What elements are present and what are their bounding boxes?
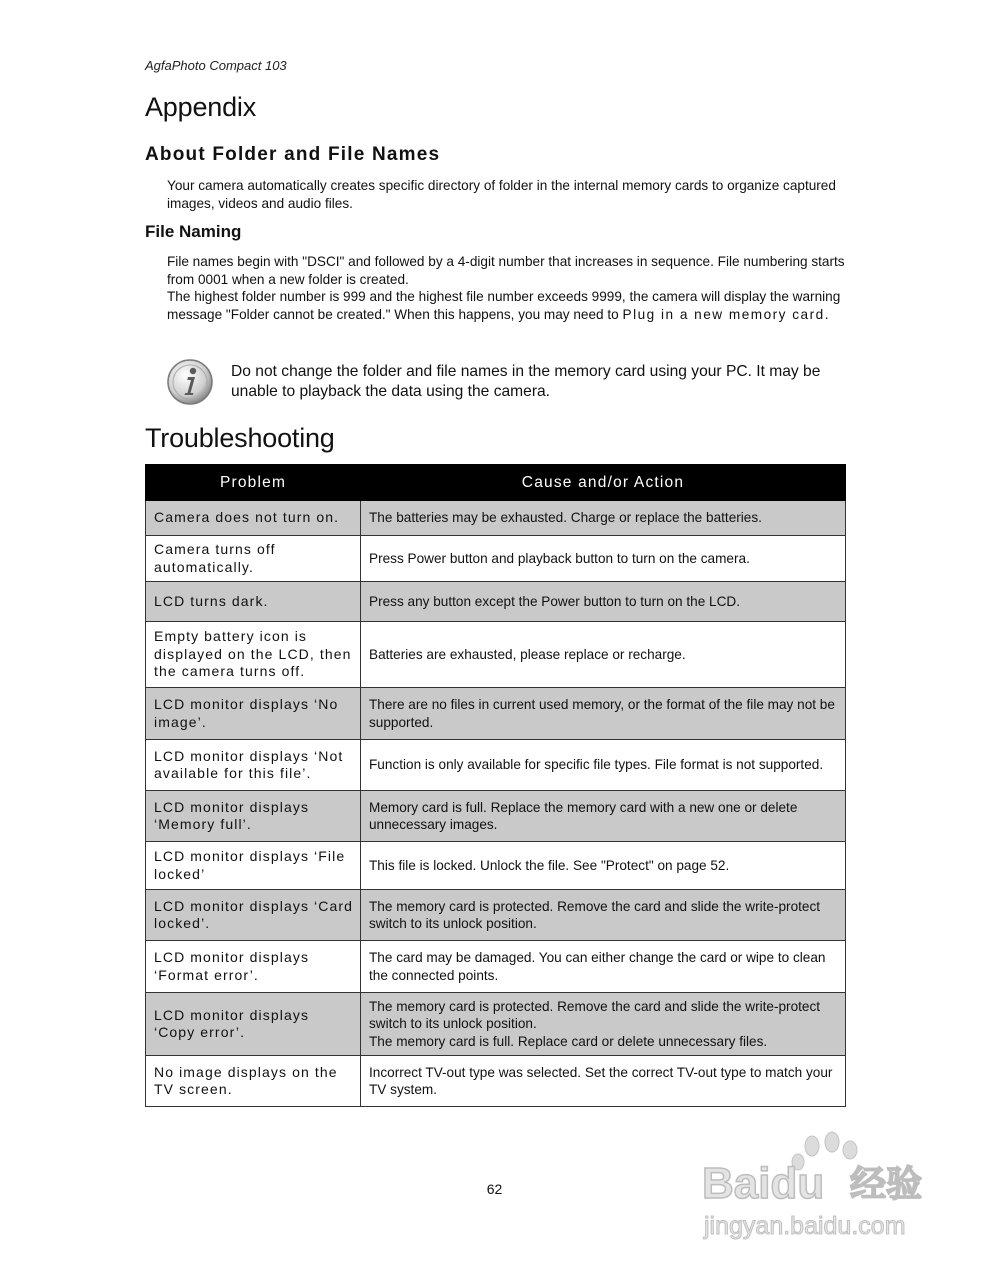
file-naming-line-2-tail: Plug in a new memory card. xyxy=(622,306,830,322)
action-cell xyxy=(361,993,846,1056)
table-row xyxy=(146,501,846,536)
problem-cell: LCD monitor displays ‘Not available for this file’. xyxy=(146,740,361,791)
problem-cell: LCD monitor displays ‘No image’. xyxy=(146,688,361,740)
problem-cell: LCD monitor displays ‘Memory full’. xyxy=(146,791,361,842)
problem-cell: LCD monitor displays ‘Format error’. xyxy=(146,941,361,993)
watermark-cn: 经验 xyxy=(850,1164,923,1205)
table-row xyxy=(146,582,846,622)
section-title-folder-names: About Folder and File Names xyxy=(145,144,441,165)
appendix-title: Appendix xyxy=(145,92,256,122)
action-line: The memory card is protected. Remove the card and slide the write-protect switch to its unlock position. xyxy=(369,998,821,1032)
table-row xyxy=(146,842,846,890)
file-naming-line-2 xyxy=(167,288,852,323)
action-cell: The memory card is protected. Remove the card and slide the write-protect switch to its unlock position. xyxy=(361,890,846,941)
table-row xyxy=(146,536,846,582)
section-paragraph: Your camera automatically creates specific directory of folder in the internal memory cards to organize captured images, videos and audio files. xyxy=(167,178,836,211)
action-cell: The batteries may be exhausted. Charge or replace the batteries. xyxy=(361,501,846,536)
table-row xyxy=(146,890,846,941)
watermark-url: jingyan.baidu.com xyxy=(704,1212,906,1240)
troubleshooting-title: Troubleshooting xyxy=(145,423,335,453)
table-row xyxy=(146,993,846,1056)
table-row xyxy=(146,1056,846,1107)
problem-cell: Empty battery icon is displayed on the LCD, then the camera turns off. xyxy=(146,622,361,688)
file-naming-line-1: File names begin with "DSCI" and followed by a 4-digit number that increases in sequence. File numbering starts from 0001 when a new folder is created. xyxy=(167,254,845,287)
problem-cell: Camera turns off automatically. xyxy=(146,536,361,582)
problem-cell: LCD monitor displays ‘Card locked’. xyxy=(146,890,361,941)
column-header-action: Cause and/or Action xyxy=(361,465,846,501)
file-naming-line-2-text: The highest folder number is 999 and the highest file number exceeds 9999, the camera will display the warning message "Folder cannot be created." When this happens, you may need to xyxy=(167,289,841,322)
watermark-brand: Baidu xyxy=(702,1159,825,1208)
action-cell: Function is only available for specific file types. File format is not supported. xyxy=(361,740,846,791)
problem-cell: LCD turns dark. xyxy=(146,582,361,622)
file-naming-paragraph xyxy=(167,253,852,323)
action-cell: The card may be damaged. You can either change the card or wipe to clean the connected points. xyxy=(361,941,846,993)
action-cell: Batteries are exhausted, please replace or recharge. xyxy=(361,622,846,688)
page-number: 62 xyxy=(486,1181,503,1197)
table-row xyxy=(146,688,846,740)
problem-cell: Camera does not turn on. xyxy=(146,501,361,536)
action-cell: Incorrect TV-out type was selected. Set the correct TV-out type to match your TV system. xyxy=(361,1056,846,1107)
table-header-row xyxy=(146,465,846,501)
table-row xyxy=(146,622,846,688)
action-cell: This file is locked. Unlock the file. See "Protect" on page 52. xyxy=(361,842,846,890)
action-cell: Press any button except the Power button to turn on the LCD. xyxy=(361,582,846,622)
action-cell: Memory card is full. Replace the memory card with a new one or delete unnecessary images. xyxy=(361,791,846,842)
action-cell: Press Power button and playback button to turn on the camera. xyxy=(361,536,846,582)
note-text: Do not change the folder and file names in the memory card using your PC. It may be unable to playback the data using the camera. xyxy=(231,363,821,400)
baidu-watermark xyxy=(700,1128,950,1246)
running-header: AgfaPhoto Compact 103 xyxy=(145,58,287,73)
action-cell: There are no files in current used memory, or the format of the file may not be supported. xyxy=(361,688,846,740)
problem-cell: LCD monitor displays ‘Copy error’. xyxy=(146,993,361,1056)
action-line-extra: The memory card is full. Replace card or delete unnecessary files. xyxy=(369,1033,768,1049)
subsection-title-file-naming: File Naming xyxy=(145,222,242,241)
problem-cell: No image displays on the TV screen. xyxy=(146,1056,361,1107)
troubleshooting-table xyxy=(145,464,846,1107)
info-icon xyxy=(166,358,214,406)
table-row xyxy=(146,941,846,993)
problem-cell: LCD monitor displays ‘File locked’ xyxy=(146,842,361,890)
table-row xyxy=(146,740,846,791)
column-header-problem: Problem xyxy=(146,465,361,501)
table-row xyxy=(146,791,846,842)
